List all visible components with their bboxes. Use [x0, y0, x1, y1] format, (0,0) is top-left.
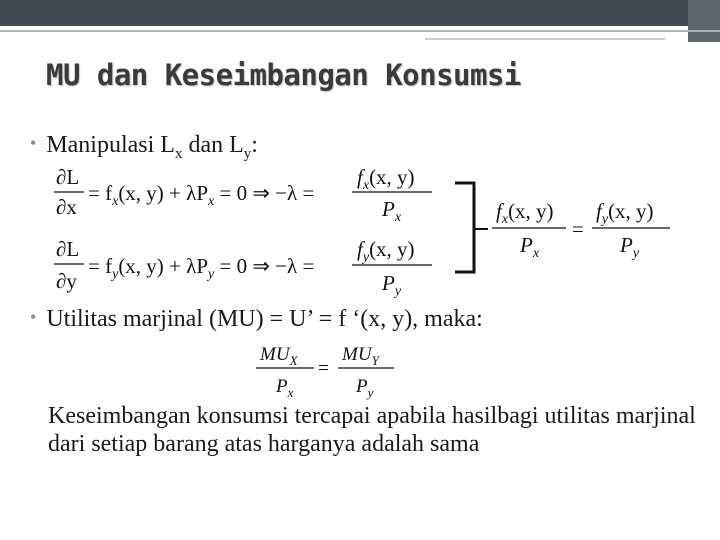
eq2-args: (x, y) + λP: [118, 254, 209, 278]
result-right-num-text: [596, 199, 654, 227]
mu-equals: =: [318, 358, 329, 379]
eq2-lhs-num: ∂L: [56, 237, 80, 261]
mu-left-den-text: [275, 376, 294, 400]
result-right-den-sub: y: [632, 246, 640, 261]
result-right-num: f: [596, 199, 602, 223]
eq2-rhs-den-sub: y: [394, 284, 402, 299]
result-left-den-text: [519, 233, 540, 261]
mu-right-den-text: [355, 376, 374, 400]
result-right-num-args: (x, y): [608, 199, 654, 223]
mu-right-num-text: [341, 344, 381, 368]
eq2-tail: = 0 ⇒ −λ =: [214, 254, 315, 278]
eq1-psub: x: [208, 194, 215, 209]
eq2-body-text: [88, 254, 314, 282]
bullet-utilitas-text: Utilitas marjinal (MU) = U’ = f ‘(x, y), maka:: [46, 306, 483, 332]
eq1-rhs-num-sub: x: [362, 178, 370, 193]
bullet-utilitas: [30, 306, 483, 333]
bullet-tail: :: [251, 132, 258, 158]
eq1-rhs-num: f: [357, 165, 363, 189]
result-right-den-text: [619, 233, 640, 261]
eq2-sub: y: [112, 267, 119, 282]
bullet-icon: •: [30, 307, 37, 327]
mu-left-num: MU: [260, 344, 290, 365]
eq2-rhs-num-text: [357, 237, 415, 265]
result-left-num-args: (x, y): [508, 199, 554, 223]
bullet-sub-y: y: [243, 145, 252, 162]
eq2-rhs-num: f: [357, 237, 363, 261]
eq2-rhs-num-sub: y: [362, 250, 370, 265]
mu-right-den: P: [356, 376, 368, 397]
mu-right-den-sub: y: [367, 385, 374, 400]
result-right-den: P: [620, 233, 633, 257]
eq1-rhs-num-text: [357, 165, 415, 193]
eq1-body-text: [88, 181, 314, 209]
eq1-lhs-num: ∂L: [56, 165, 80, 189]
eq2-rhs-den: P: [382, 271, 395, 295]
eq2-lhs-den: ∂y: [56, 269, 77, 293]
conclusion-paragraph: Keseimbangan konsumsi tercapai apabila hasilbagi utilitas marjinal dari setiap barang atas harganya adalah sama: [48, 403, 696, 457]
result-left-den: P: [520, 233, 533, 257]
eq1-tail: = 0 ⇒ −λ =: [214, 181, 315, 205]
eq1-rhs-den-sub: x: [394, 210, 402, 225]
mu-left-den: P: [276, 376, 288, 397]
eq1-args: (x, y) + λP: [118, 181, 209, 205]
slide-title: MU dan Keseimbangan Konsumsi: [46, 58, 521, 92]
result-left-den-sub: x: [532, 246, 540, 261]
result-equals: =: [572, 217, 584, 241]
eq1-sub: x: [112, 194, 119, 209]
mu-right-num-sub: Y: [371, 353, 379, 368]
mu-left-num-text: [259, 344, 299, 368]
eq2-psub: y: [208, 267, 215, 282]
bullet-sub-x: x: [174, 145, 183, 162]
eq1-rhs-den: P: [382, 197, 395, 221]
eq2-rhs-num-args: (x, y): [369, 237, 415, 261]
mu-right-num: MU: [342, 344, 372, 365]
bullet-mid: dan L: [182, 132, 244, 158]
bullet-lead: Manipulasi L: [46, 132, 175, 158]
eq2-body: = f: [88, 254, 113, 278]
eq1-rhs-den-text: [381, 197, 402, 225]
result-left-num: f: [496, 199, 502, 223]
mu-left-num-sub: X: [289, 353, 298, 368]
eq2-rhs-den-text: [381, 271, 402, 299]
result-left-num-text: [496, 199, 554, 227]
eq1-rhs-num-args: (x, y): [369, 165, 415, 189]
bullet-icon: •: [30, 133, 37, 153]
result-left-num-sub: x: [501, 212, 509, 227]
mu-left-den-sub: x: [287, 385, 294, 400]
eq1-lhs-den: ∂x: [56, 195, 77, 219]
bracket-shape: [455, 183, 474, 272]
eq1-body: = f: [88, 181, 113, 205]
result-right-num-sub: y: [601, 212, 609, 227]
